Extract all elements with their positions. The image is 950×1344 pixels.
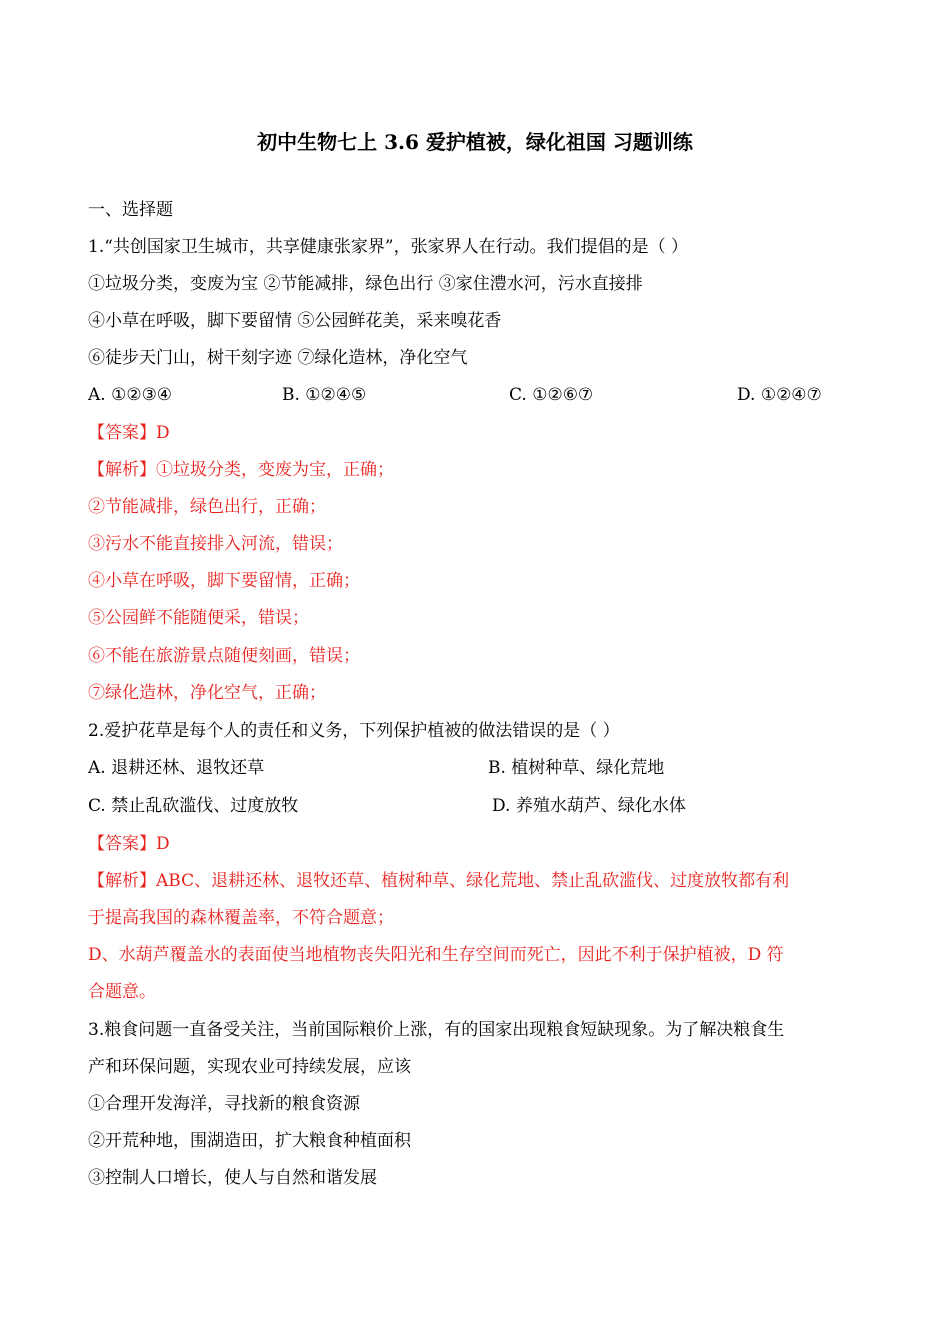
q1-analysis-line: ③污水不能直接排入河流，错误； bbox=[88, 534, 343, 554]
q1-item: ⑥徒步天门山，树干刻字迹 ⑦绿化造林，净化空气 bbox=[88, 348, 468, 368]
page-title: 初中生物七上 3.6 爱护植被，绿化祖国 习题训练 bbox=[257, 130, 693, 154]
q3-stem: 产和环保问题，实现农业可持续发展，应该 bbox=[88, 1057, 411, 1077]
q3-item: ②开荒种地，围湖造田，扩大粮食种植面积 bbox=[88, 1131, 411, 1151]
q1-answer: 【答案】D bbox=[88, 423, 170, 443]
q1-analysis-line: 【解析】①垃圾分类，变废为宝，正确； bbox=[88, 460, 394, 480]
q1-option-d: D. ①②④⑦ bbox=[737, 385, 822, 405]
q3-item: ③控制人口增长，使人与自然和谐发展 bbox=[88, 1168, 377, 1188]
q3-stem: 3.粮食问题一直备受关注，当前国际粮价上涨，有的国家出现粮食短缺现象。为了解决粮食生 bbox=[88, 1020, 785, 1040]
q2-stem: 2.爱护花草是每个人的责任和义务，下列保护植被的做法错误的是（ ） bbox=[88, 721, 620, 741]
q1-analysis-line: ④小草在呼吸，脚下要留情，正确； bbox=[88, 571, 360, 591]
q1-analysis-line: ⑥不能在旅游景点随便刻画，错误； bbox=[88, 646, 360, 666]
q2-option-b: B. 植树种草、绿化荒地 bbox=[488, 758, 665, 778]
q1-item: ①垃圾分类，变废为宝 ②节能减排，绿色出行 ③家住澧水河，污水直接排 bbox=[88, 274, 643, 294]
q1-analysis-line: ②节能减排，绿色出行，正确； bbox=[88, 497, 326, 517]
q1-analysis-line: ⑦绿化造林，净化空气，正确； bbox=[88, 683, 326, 703]
q2-analysis-line: 【解析】ABC、退耕还林、退牧还草、植树种草、绿化荒地、禁止乱砍滥伐、过度放牧都有利 bbox=[88, 871, 790, 891]
q2-analysis-line: 于提高我国的森林覆盖率，不符合题意； bbox=[88, 908, 394, 928]
q2-analysis-line: D、水葫芦覆盖水的表面使当地植物丧失阳光和生存空间而死亡，因此不利于保护植被，D 符 bbox=[88, 945, 784, 965]
q1-stem: 1.“共创国家卫生城市，共享健康张家界”，张家界人在行动。我们提倡的是（ ） bbox=[88, 237, 689, 257]
q2-option-c: C. 禁止乱砍滥伐、过度放牧 bbox=[88, 796, 299, 816]
q3-item: ①合理开发海洋，寻找新的粮食资源 bbox=[88, 1094, 360, 1114]
section-heading: 一、选择题 bbox=[88, 200, 173, 220]
q1-option-a: A. ①②③④ bbox=[88, 385, 173, 405]
q1-option-c: C. ①②⑥⑦ bbox=[509, 385, 594, 405]
q1-analysis-line: ⑤公园鲜不能随便采，错误； bbox=[88, 608, 309, 628]
q2-option-d: D. 养殖水葫芦、绿化水体 bbox=[492, 796, 686, 816]
q2-option-a: A. 退耕还林、退牧还草 bbox=[88, 758, 265, 778]
q1-item: ④小草在呼吸，脚下要留情 ⑤公园鲜花美，采来嗅花香 bbox=[88, 311, 502, 331]
q2-analysis-line: 合题意。 bbox=[88, 982, 156, 1002]
q1-option-b: B. ①②④⑤ bbox=[282, 385, 367, 405]
q2-answer: 【答案】D bbox=[88, 834, 170, 854]
